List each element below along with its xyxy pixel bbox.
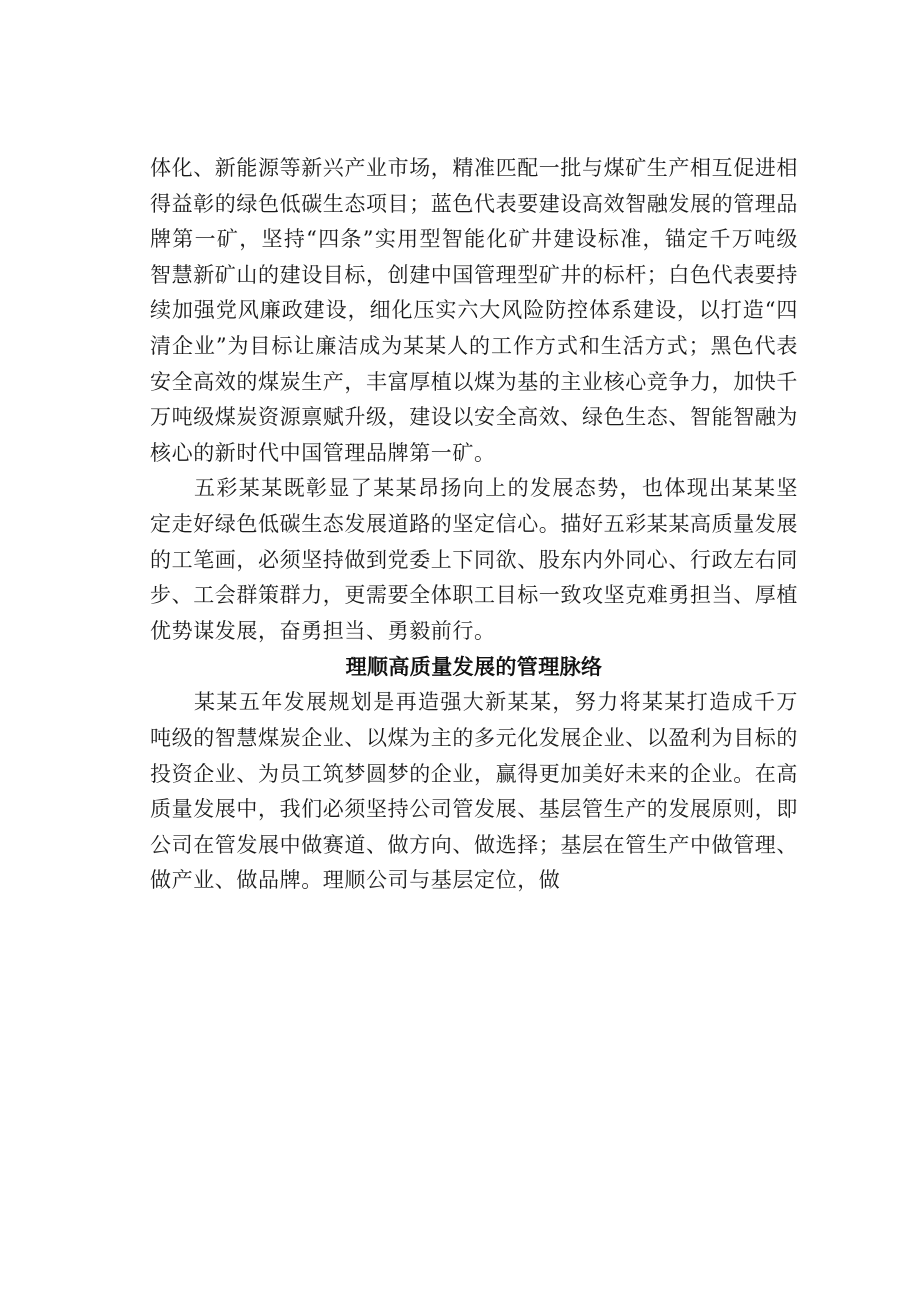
paragraph-management-context: 某某五年发展规划是再造强大新某某，努力将某某打造成千万吨级的智慧煤炭企业、以煤为主的多元化发展企业、以盈利为目标的投资企业、为员工筑梦圆梦的企业，赢得更加美好未来的企业。在高质量发展中，我们必须坚持公司管发展、基层管生产的发展原则，即公司在管发展中做赛道、做方向、做选择；基层在管生产中做管理、做产业、做品牌。理顺公司与基层定位，做 <box>150 690 798 893</box>
paragraph-color-meanings: 体化、新能源等新兴产业市场，精准匹配一批与煤矿生产相互促进相得益彰的绿色低碳生态项目；蓝色代表要建设高效智融发展的管理品牌第一矿，坚持“四条”实用型智能化矿井建设标准，锚定千万吨级智慧新矿山的建设目标，创建中国管理型矿井的标杆；白色代表要持续加强党风廉政建设，细化压实六大风险防控体系建设，以打造“四清企业”为目标让廉洁成为某某人的工作方式和生活方式；黑色代表安全高效的煤炭生产，丰富厚植以煤为基的主业核心竞争力，加快千万吨级煤炭资源禀赋升级，建设以安全高效、绿色生态、智能智融为核心的新时代中国管理品牌第一矿。 <box>150 156 798 465</box>
paragraph-five-colors-summary: 五彩某某既彰显了某某昂扬向上的发展态势，也体现出某某坚定走好绿色低碳生态发展道路的坚定信心。描好五彩某某高质量发展的工笔画，必须坚持做到党委上下同欲、股东内外同心、行政左右同步、工会群策群力，更需要全体职工目标一致攻坚克难勇担当、厚植优势谋发展，奋勇担当、勇毅前行。 <box>150 476 798 643</box>
section-heading: 理顺高质量发展的管理脉络 <box>345 655 603 680</box>
document-body <box>150 151 798 899</box>
